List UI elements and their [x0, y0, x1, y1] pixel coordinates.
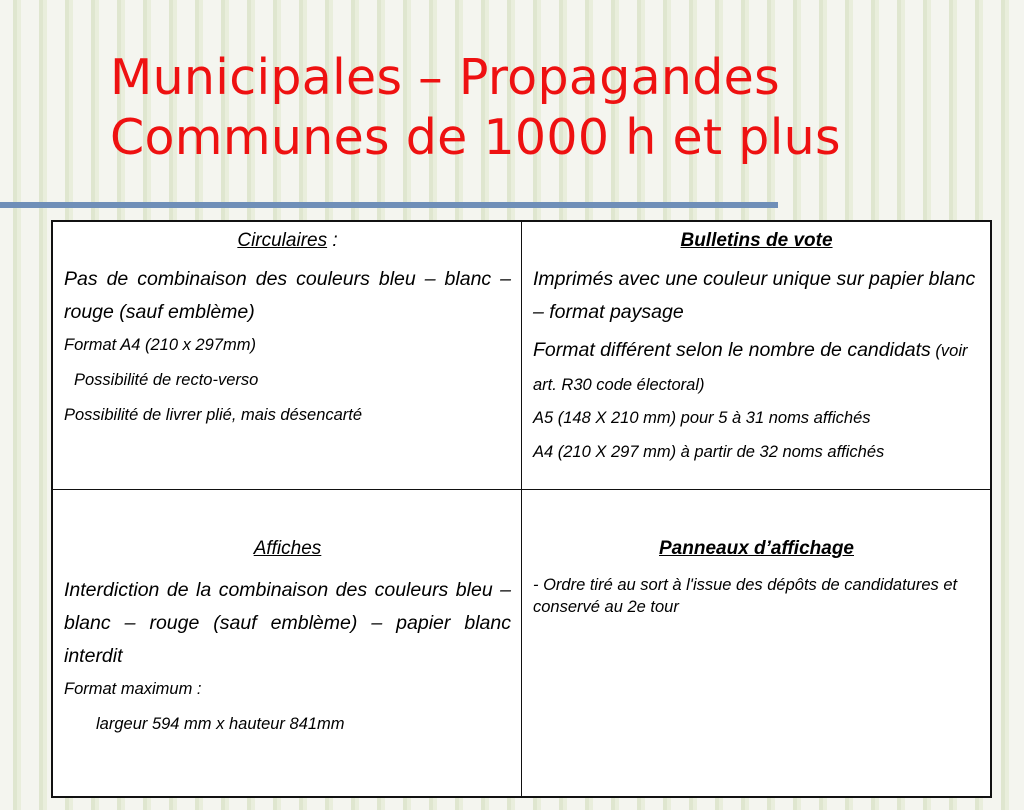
bulletins-p3: A5 (148 X 210 mm) pour 5 à 31 noms affichés [533, 409, 871, 427]
circulaires-heading-text: Circulaires [237, 230, 328, 251]
cell-affiches [53, 490, 522, 796]
bulletins-p2 [533, 334, 980, 402]
affiches-heading [64, 538, 511, 560]
circulaires-heading-suffix: : [327, 230, 338, 251]
circulaires-p1: Pas de combinaison des couleurs bleu – blanc – rouge (sauf emblème) [64, 268, 511, 323]
bulletins-p1: Imprimés avec une couleur unique sur papier blanc – format paysage [533, 268, 976, 323]
panneaux-heading-text: Panneaux d’affichage [659, 538, 854, 559]
affiches-p3: largeur 594 mm x hauteur 841mm [96, 715, 345, 733]
info-table [51, 220, 992, 798]
slide-title [110, 48, 841, 168]
bulletins-p2-main: Format différent selon le nombre de candidats [533, 339, 931, 361]
title-line-1: Municipales – Propagandes [110, 49, 780, 106]
title-divider [0, 202, 778, 208]
cell-bulletins [522, 222, 990, 490]
cell-panneaux [522, 490, 990, 796]
circulaires-p3: Possibilité de recto-verso [74, 371, 259, 389]
circulaires-p2: Format A4 (210 x 297mm) [64, 336, 256, 354]
circulaires-p4: Possibilité de livrer plié, mais désencarté [64, 406, 363, 424]
bulletins-p2-ref: (voir art. R30 code électoral) [533, 342, 968, 394]
bulletins-p4: A4 (210 X 297 mm) à partir de 32 noms affichés [533, 443, 885, 461]
bulletins-heading-text: Bulletins de vote [680, 230, 833, 251]
bulletins-heading [533, 230, 980, 252]
affiches-p1: Interdiction de la combinaison des couleurs bleu – blanc – rouge (sauf emblème) – papier blanc interdit [64, 579, 511, 667]
title-line-2: Communes de 1000 h et plus [110, 109, 841, 166]
circulaires-heading [64, 230, 511, 252]
panneaux-heading [533, 538, 980, 560]
panneaux-p1: - Ordre tiré au sort à l'issue des dépôts de candidatures et conservé au 2e tour [533, 576, 958, 616]
cell-circulaires [53, 222, 522, 490]
affiches-heading-text: Affiches [253, 538, 322, 559]
affiches-p2: Format maximum : [64, 680, 202, 698]
